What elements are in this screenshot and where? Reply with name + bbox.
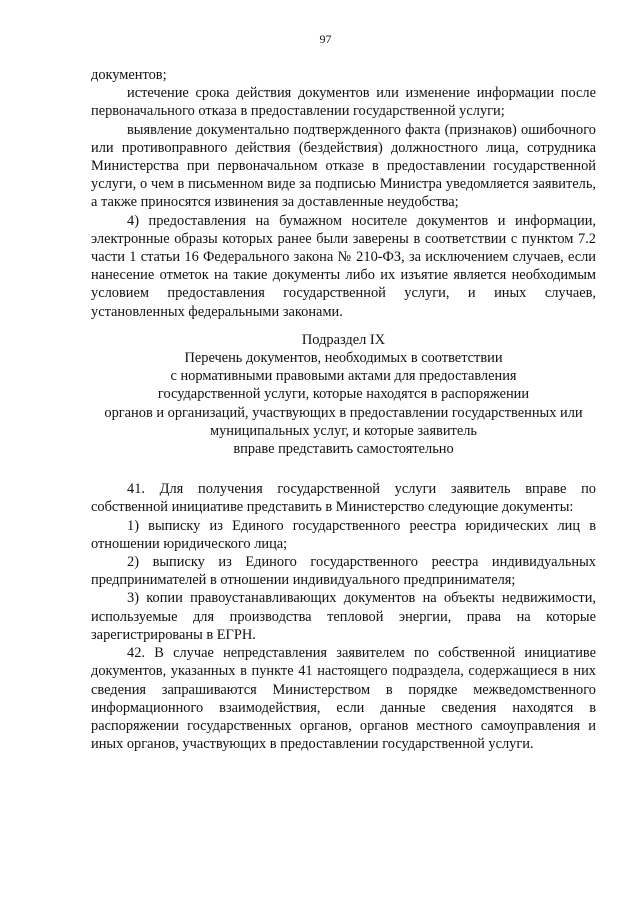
paragraph: истечение срока действия документов или изменение информации после первоначального отказа в предоставлении государственной услуги;	[91, 85, 596, 120]
paragraph: 41. Для получения государственной услуги заявитель вправе по собственной инициативе представить в Министерство следующие документы:	[91, 481, 596, 516]
paragraph: 1) выписку из Единого государственного реестра юридических лиц в отношении юридического лица;	[91, 517, 596, 552]
section-label: Подраздел IX	[301, 331, 386, 348]
section-title-line: вправе представить самостоятельно	[233, 441, 454, 458]
section-title-line: органов и организаций, участвующих в предоставлении государственных или	[104, 404, 583, 421]
paragraph: 2) выписку из Единого государственного реестра индивидуальных предпринимателей в отношении индивидуального предпринимателя;	[91, 554, 596, 589]
paragraph: выявление документально подтвержденного факта (признаков) ошибочного или противоправного действия (бездействия) должностного лица, сотрудника Министерства при первоначальном отказе в предоставлении государственной услуги, о чем в письменном виде за подписью Министра уведомляется заявитель, а также приносятся извинения за доставленные неудобства;	[91, 121, 596, 211]
section-title-line: с нормативными правовыми актами для предоставления	[170, 368, 517, 385]
section-heading	[91, 331, 596, 458]
paragraphs-bottom	[91, 480, 596, 753]
paragraph: документов;	[91, 67, 167, 83]
page-number: 97	[319, 32, 332, 46]
section-title-line: Перечень документов, необходимых в соответствии	[184, 350, 503, 367]
paragraph: 4) предоставления на бумажном носителе документов и информации, электронные образы которых ранее были заверены в соответствии с пунктом 7.2 части 1 статьи 16 Федерального закона № 210-ФЗ, за исключением случаев, если нанесение отметок на такие документы либо их изъятие является необходимым условием предоставления государственной услуги, и иных случаев, установленных федеральными законами.	[91, 212, 596, 320]
paragraph: 42. В случае непредставления заявителем по собственной инициативе документов, указанных в пункте 41 настоящего подраздела, содержащиеся в них сведения запрашиваются Министерством в порядке межведомственного информационного взаимодействия, если данные сведения находятся в распоряжении государственных органов, органов местного самоуправления и иных органов, участвующих в предоставлении государственной услуги.	[91, 645, 596, 753]
paragraphs-top	[91, 66, 596, 321]
section-title-line: муниципальных услуг, и которые заявитель	[210, 422, 477, 439]
paragraph: 3) копии правоустанавливающих документов на объекты недвижимости, используемые для производства тепловой энергии, права на которые зарегистрированы в ЕГРН.	[91, 590, 596, 643]
section-title-line: государственной услуги, которые находятся в распоряжении	[157, 386, 530, 403]
